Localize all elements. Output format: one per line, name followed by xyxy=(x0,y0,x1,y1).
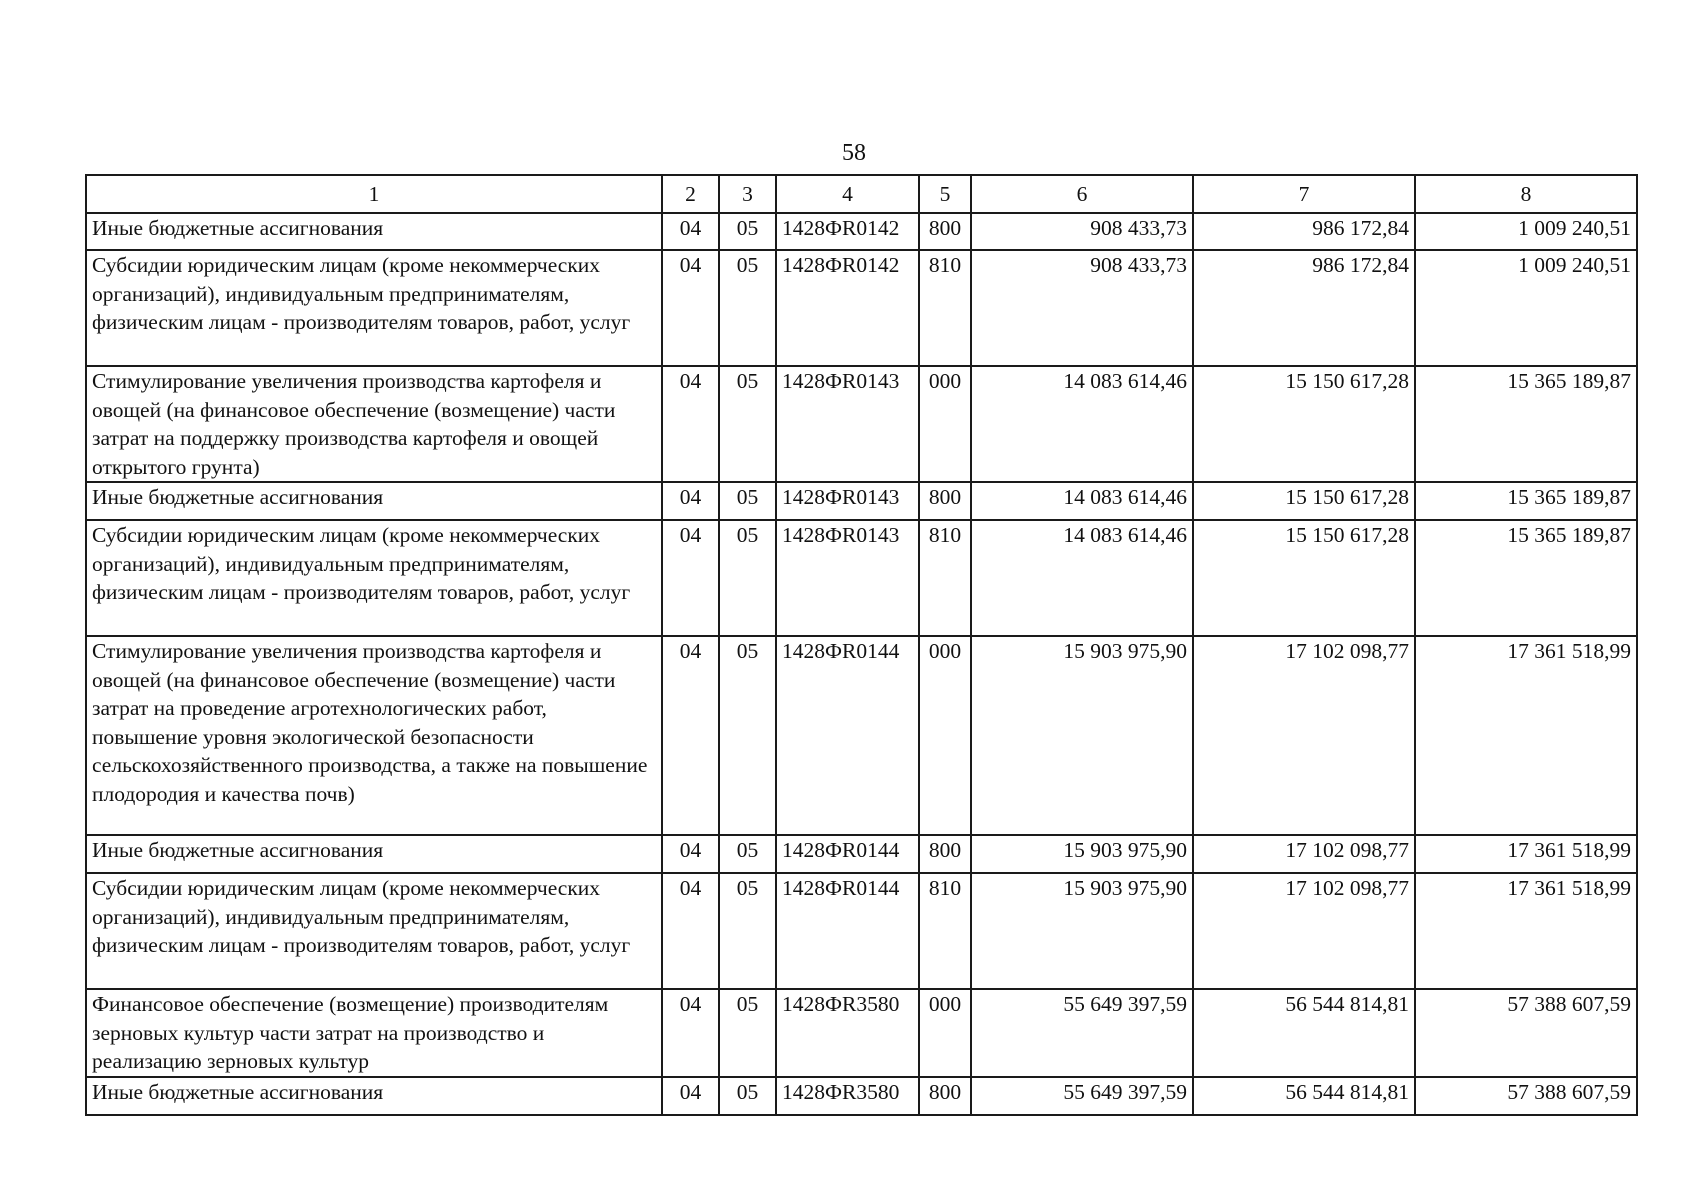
target-article-code: 1428ФR3580 xyxy=(776,989,919,1077)
column-header-5: 5 xyxy=(919,175,971,213)
subsection-code: 05 xyxy=(719,636,776,835)
amount-year-2: 17 102 098,77 xyxy=(1193,835,1415,873)
target-article-code: 1428ФR0143 xyxy=(776,520,919,636)
expense-type-code: 810 xyxy=(919,520,971,636)
amount-year-3: 15 365 189,87 xyxy=(1415,520,1637,636)
amount-year-3: 57 388 607,59 xyxy=(1415,989,1637,1077)
section-code: 04 xyxy=(662,835,719,873)
subsection-code: 05 xyxy=(719,835,776,873)
expense-type-code: 810 xyxy=(919,873,971,989)
table-row xyxy=(86,482,1637,520)
section-code: 04 xyxy=(662,636,719,835)
subsection-code: 05 xyxy=(719,1077,776,1115)
subsection-code: 05 xyxy=(719,213,776,250)
amount-year-2: 15 150 617,28 xyxy=(1193,520,1415,636)
section-code: 04 xyxy=(662,989,719,1077)
target-article-code: 1428ФR0143 xyxy=(776,482,919,520)
amount-year-3: 1 009 240,51 xyxy=(1415,213,1637,250)
row-name: Субсидии юридическим лицам (кроме некоммерческих организаций), индивидуальным предпринимателям, физическим лицам - производителям товаров, работ, услуг xyxy=(86,873,662,989)
row-name: Стимулирование увеличения производства картофеля и овощей (на финансовое обеспечение (возмещение) части затрат на проведение агротехнологических работ, повышение уровня экологической безопасности сельскохозяйственного производства, а также на повышение плодородия и качества почв) xyxy=(86,636,662,835)
amount-year-2: 986 172,84 xyxy=(1193,213,1415,250)
expense-type-code: 800 xyxy=(919,213,971,250)
table-row xyxy=(86,366,1637,482)
amount-year-1: 14 083 614,46 xyxy=(971,482,1193,520)
page-number: 58 xyxy=(842,140,866,166)
column-header-6: 6 xyxy=(971,175,1193,213)
subsection-code: 05 xyxy=(719,989,776,1077)
table-header xyxy=(86,175,1637,213)
row-name: Иные бюджетные ассигнования xyxy=(86,835,662,873)
section-code: 04 xyxy=(662,520,719,636)
amount-year-2: 17 102 098,77 xyxy=(1193,636,1415,835)
amount-year-1: 15 903 975,90 xyxy=(971,835,1193,873)
row-name: Иные бюджетные ассигнования xyxy=(86,1077,662,1115)
column-header-1: 1 xyxy=(86,175,662,213)
amount-year-3: 17 361 518,99 xyxy=(1415,636,1637,835)
expense-type-code: 000 xyxy=(919,366,971,482)
amount-year-2: 56 544 814,81 xyxy=(1193,989,1415,1077)
amount-year-1: 14 083 614,46 xyxy=(971,366,1193,482)
subsection-code: 05 xyxy=(719,873,776,989)
amount-year-2: 15 150 617,28 xyxy=(1193,482,1415,520)
budget-table xyxy=(85,174,1638,1116)
column-header-8: 8 xyxy=(1415,175,1637,213)
table-row xyxy=(86,250,1637,366)
expense-type-code: 800 xyxy=(919,835,971,873)
row-name: Иные бюджетные ассигнования xyxy=(86,482,662,520)
section-code: 04 xyxy=(662,873,719,989)
amount-year-2: 56 544 814,81 xyxy=(1193,1077,1415,1115)
row-name: Финансовое обеспечение (возмещение) производителям зерновых культур части затрат на производство и реализацию зерновых культур xyxy=(86,989,662,1077)
amount-year-2: 15 150 617,28 xyxy=(1193,366,1415,482)
section-code: 04 xyxy=(662,250,719,366)
amount-year-1: 14 083 614,46 xyxy=(971,520,1193,636)
table-row xyxy=(86,1077,1637,1115)
target-article-code: 1428ФR0142 xyxy=(776,213,919,250)
target-article-code: 1428ФR3580 xyxy=(776,1077,919,1115)
expense-type-code: 000 xyxy=(919,636,971,835)
amount-year-2: 986 172,84 xyxy=(1193,250,1415,366)
amount-year-3: 15 365 189,87 xyxy=(1415,366,1637,482)
table-row xyxy=(86,835,1637,873)
expense-type-code: 810 xyxy=(919,250,971,366)
amount-year-1: 55 649 397,59 xyxy=(971,1077,1193,1115)
amount-year-1: 55 649 397,59 xyxy=(971,989,1193,1077)
section-code: 04 xyxy=(662,366,719,482)
target-article-code: 1428ФR0142 xyxy=(776,250,919,366)
section-code: 04 xyxy=(662,1077,719,1115)
row-name: Субсидии юридическим лицам (кроме некоммерческих организаций), индивидуальным предпринимателям, физическим лицам - производителям товаров, работ, услуг xyxy=(86,250,662,366)
table-row xyxy=(86,636,1637,835)
amount-year-3: 17 361 518,99 xyxy=(1415,835,1637,873)
column-header-2: 2 xyxy=(662,175,719,213)
table-body xyxy=(86,213,1637,1115)
amount-year-3: 57 388 607,59 xyxy=(1415,1077,1637,1115)
expense-type-code: 800 xyxy=(919,482,971,520)
table-row xyxy=(86,213,1637,250)
target-article-code: 1428ФR0144 xyxy=(776,636,919,835)
target-article-code: 1428ФR0144 xyxy=(776,835,919,873)
amount-year-1: 908 433,73 xyxy=(971,213,1193,250)
target-article-code: 1428ФR0143 xyxy=(776,366,919,482)
amount-year-1: 15 903 975,90 xyxy=(971,873,1193,989)
amount-year-1: 15 903 975,90 xyxy=(971,636,1193,835)
row-name: Субсидии юридическим лицам (кроме некоммерческих организаций), индивидуальным предпринимателям, физическим лицам - производителям товаров, работ, услуг xyxy=(86,520,662,636)
row-name: Стимулирование увеличения производства картофеля и овощей (на финансовое обеспечение (возмещение) части затрат на поддержку производства картофеля и овощей открытого грунта) xyxy=(86,366,662,482)
expense-type-code: 800 xyxy=(919,1077,971,1115)
amount-year-3: 1 009 240,51 xyxy=(1415,250,1637,366)
target-article-code: 1428ФR0144 xyxy=(776,873,919,989)
column-header-4: 4 xyxy=(776,175,919,213)
table-row xyxy=(86,989,1637,1077)
column-header-3: 3 xyxy=(719,175,776,213)
expense-type-code: 000 xyxy=(919,989,971,1077)
subsection-code: 05 xyxy=(719,520,776,636)
table-row xyxy=(86,520,1637,636)
header-row xyxy=(86,175,1637,213)
subsection-code: 05 xyxy=(719,250,776,366)
amount-year-3: 15 365 189,87 xyxy=(1415,482,1637,520)
amount-year-2: 17 102 098,77 xyxy=(1193,873,1415,989)
amount-year-1: 908 433,73 xyxy=(971,250,1193,366)
amount-year-3: 17 361 518,99 xyxy=(1415,873,1637,989)
section-code: 04 xyxy=(662,213,719,250)
table-row xyxy=(86,873,1637,989)
subsection-code: 05 xyxy=(719,366,776,482)
section-code: 04 xyxy=(662,482,719,520)
column-header-7: 7 xyxy=(1193,175,1415,213)
row-name: Иные бюджетные ассигнования xyxy=(86,213,662,250)
subsection-code: 05 xyxy=(719,482,776,520)
